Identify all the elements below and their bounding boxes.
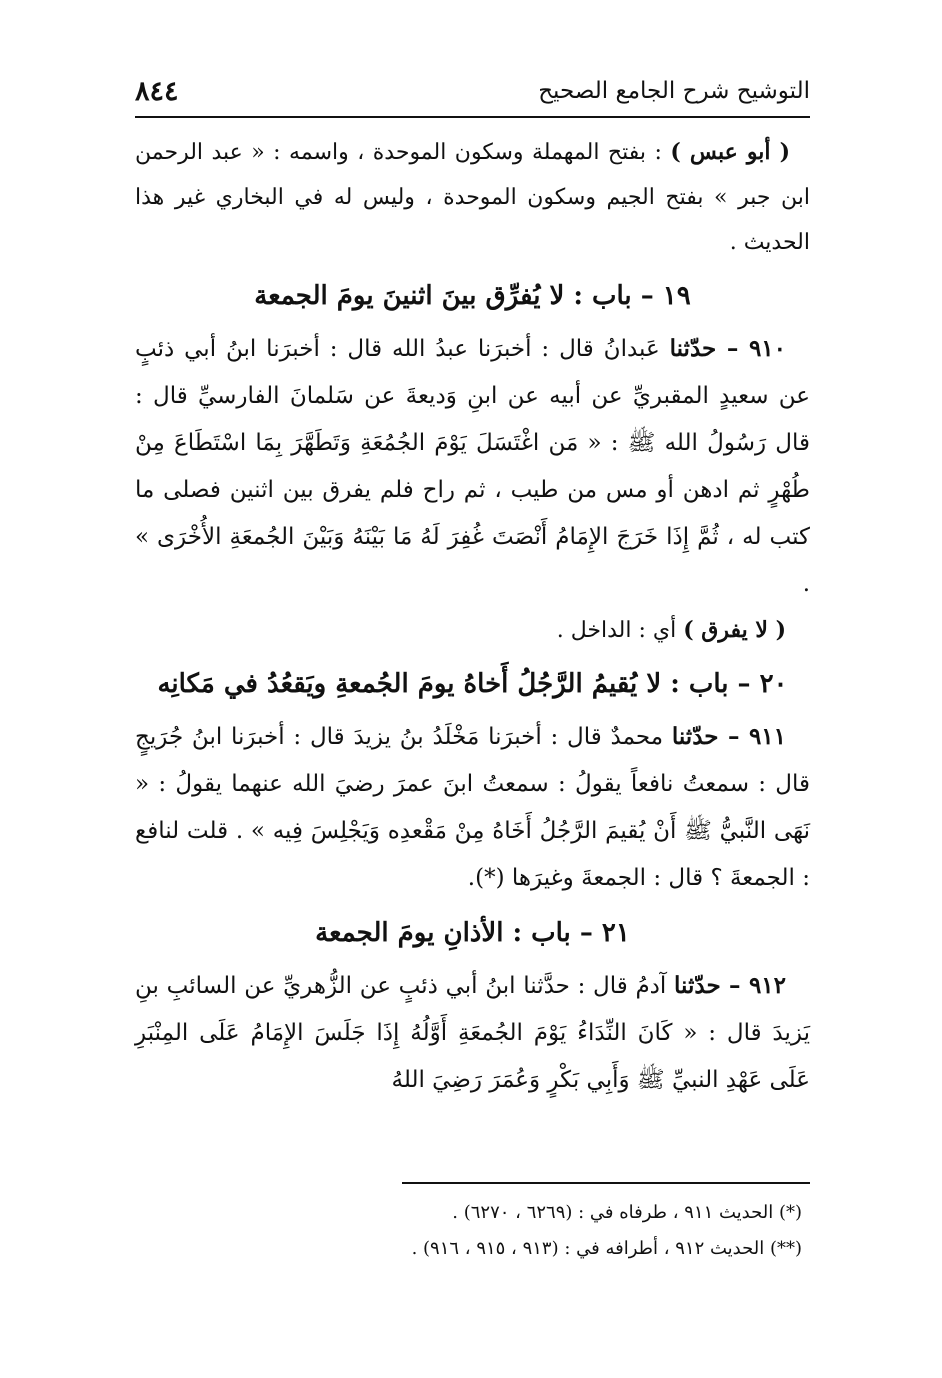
footnote-divider xyxy=(402,1182,810,1184)
page-header xyxy=(135,66,810,118)
commentary-term: ( أبو عبس ) xyxy=(670,139,790,165)
footnote-1: (*) الحديث ٩١١ ، طرفاه في : (٦٢٦٩ ، ٦٢٧٠) . xyxy=(452,1202,802,1223)
hadith-number: ٩١٠ – حدّثنا xyxy=(669,335,787,362)
hadith-911 xyxy=(135,713,810,902)
hadith-text: محمدٌ قال : أخبرَنا مَخْلَدُ بنُ يزيدَ قال : أخبرَنا ابنُ جُرَيجٍ قال : سمعتُ نافعاً يقولُ : سمعتُ ابنَ عمرَ رضيَ الله عنهما يقولُ : « نَهَى النَّبيُّ ﷺ أَنْ يُقيمَ الرَّجُلُ أَخَاهُ مِنْ مَقْعدِه وَيَجْلِسَ فِيه » . قلت لنافع : الجمعةَ ؟ قال : الجمعةَ وغيرَها (*). xyxy=(135,724,810,891)
chapter-heading-21: ٢١ – باب : الأذانِ يومَ الجمعة xyxy=(315,918,630,948)
chapter-heading-20: ٢٠ – باب : لا يُقيمُ الرَّجُلُ أَخاهُ يومَ الجُمعةِ ويَقعُدُ في مَكانِه xyxy=(157,669,788,699)
commentary-intro xyxy=(135,130,810,265)
commentary-note-910 xyxy=(135,608,810,653)
running-title: التوشيح شرح الجامع الصحيح xyxy=(538,78,810,104)
page-body xyxy=(135,130,810,1104)
hadith-number: ٩١١ – حدّثنا xyxy=(671,723,787,750)
commentary-term: ( لا يفرق ) xyxy=(683,617,786,643)
hadith-number: ٩١٢ – حدّثنا xyxy=(674,972,787,999)
commentary-text: : بفتح المهملة وسكون الموحدة ، واسمه : « عبد الرحمن ابن جبر » بفتح الجيم وسكون الموحدة ، وليس له في البخاري غير هذا الحديث . xyxy=(135,140,810,255)
hadith-text: عَبدانُ قال : أخبرَنا عبدُ الله قال : أخبرَنا ابنُ أبي ذئبٍ عن سعيدٍ المقبريِّ عن أبيه عن ابنِ وَديعةَ عن سَلمانَ الفارسيِّ قال : قال رَسُولُ الله ﷺ : « مَن اغْتَسَلَ يَوْمَ الجُمُعَةِ وَتَطَهَّرَ بِمَا اسْتَطَاعَ مِنْ طُهْرٍ ثم ادهن أو مس من طيب ، ثم راح فلم يفرق بين اثنين فصلى ما كتب له ، ثُمَّ إِذَا خَرَجَ الإِمَامُ أَنْصَتَ غُفِرَ لَهُ مَا بَيْنَهُ وَبَيْنَ الجُمعَةِ الأُخْرَى » . xyxy=(135,336,810,597)
commentary-text: أي : الداخل . xyxy=(556,618,684,643)
hadith-910 xyxy=(135,325,810,608)
footnote-2: (**) الحديث ٩١٢ ، أطرافه في : (٩١٣ ، ٩١٥ ، ٩١٦) . xyxy=(411,1238,802,1259)
hadith-text: آدمُ قال : حدَّثنا ابنُ أبي ذئبٍ عن الزُّهريِّ عن السائبِ بنِ يَزيدَ قال : « كَانَ النِّدَاءُ يَوْمَ الجُمعَةِ أَوَّلُهُ إِذَا جَلَسَ الإِمَامُ عَلَى المِنْبَرِ عَلَى عَهْدِ النبيِّ ﷺ وَأَبِي بَكْرٍ وَعُمَرَ رَضِيَ اللهُ xyxy=(135,973,810,1093)
page-number: ٨٤٤ xyxy=(135,75,179,107)
footnotes xyxy=(135,1195,810,1267)
chapter-heading-19: ١٩ – باب : لا يُفرِّق بينَ اثنينَ يومَ الجمعة xyxy=(254,281,691,311)
hadith-912 xyxy=(135,962,810,1104)
